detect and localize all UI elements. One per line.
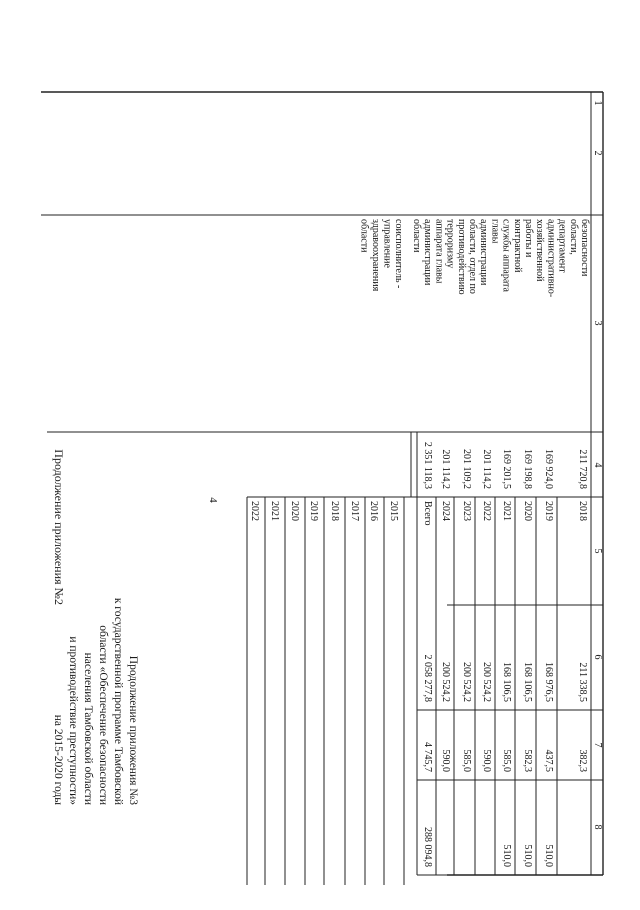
executor-1-text: терроризму — [444, 219, 456, 269]
amount-cell: 582,3 — [522, 749, 533, 772]
executor-1-text: администрации — [422, 219, 434, 286]
page-number: 4 — [207, 497, 219, 503]
year-cell: 2022 — [481, 501, 492, 521]
executor-1-text: службы аппарата — [500, 219, 512, 292]
amount-cell: 201 114,2 — [440, 449, 451, 489]
executor-1-text: области, отдел по — [467, 219, 478, 294]
executor-2-text: соисполнитель - — [393, 219, 404, 289]
amount-cell: 211 338,5 — [577, 662, 588, 702]
amount-cell: 200 524,2 — [440, 662, 451, 702]
executor-1-text: области — [411, 219, 422, 253]
executor-2-text: управление — [381, 219, 393, 268]
column-number: 5 — [592, 548, 603, 554]
year-cell: 2024 — [440, 501, 451, 521]
year-cell: 2019 — [543, 501, 554, 521]
executor-2-text: здравоохранения — [370, 219, 381, 292]
page-header — [52, 449, 219, 805]
year-cell: 2020 — [522, 501, 533, 521]
amount-cell: 168 976,5 — [543, 662, 554, 702]
executor-1-text: безопасности — [579, 219, 590, 277]
year-cell: 2020 — [289, 501, 300, 521]
amount-cell: 200 524,2 — [481, 662, 492, 702]
column-number: 3 — [592, 320, 603, 326]
amount-cell: 288 094,8 — [422, 827, 433, 867]
appendix-line: на 2015-2020 годы — [52, 714, 64, 805]
executor-1-text: департамент — [556, 219, 568, 273]
amount-cell: 2 351 118,3 — [422, 441, 433, 489]
amount-cell: 510,0 — [543, 844, 554, 867]
amount-cell: 169 924,0 — [543, 449, 554, 489]
executor-2-text: области — [358, 219, 370, 253]
amount-cell: 437,5 — [543, 749, 554, 772]
year-cell: 2018 — [329, 501, 340, 521]
executor-1-text: контрактной — [511, 219, 523, 273]
year-cell: 2022 — [249, 501, 260, 521]
executor-1-text: работы и — [523, 219, 534, 258]
column-number: 6 — [592, 654, 603, 660]
executor-1-text: аппарата главы — [433, 219, 445, 284]
amount-cell: 169 198,8 — [522, 449, 533, 489]
year-cell: 2021 — [269, 501, 280, 521]
executor-1-text: хозяйственной — [534, 219, 546, 282]
amount-cell: 510,0 — [522, 844, 533, 867]
appendix-line: Продолжение приложения №3 — [127, 655, 139, 805]
year-cell: 2023 — [461, 501, 472, 521]
executor-1-text: администрации — [478, 219, 490, 286]
amount-cell: 2 058 277,8 — [422, 654, 433, 702]
year-cell: 2017 — [349, 501, 360, 521]
amount-cell: 590,0 — [440, 749, 451, 772]
amount-cell: 201 109,2 — [461, 449, 472, 489]
amount-cell: 211 720,8 — [577, 449, 588, 489]
year-cell: 2018 — [577, 501, 588, 521]
amount-cell: 4 745,7 — [422, 742, 433, 772]
executor-1-text: административно- — [545, 219, 557, 298]
year-cell: Всего — [422, 501, 433, 526]
amount-cell: 585,0 — [501, 749, 512, 772]
column-number: 1 — [592, 100, 603, 106]
column-number: 2 — [592, 150, 603, 156]
year-cell: 2016 — [368, 501, 379, 521]
column-number: 8 — [592, 824, 603, 830]
amount-cell: 201 114,2 — [481, 449, 492, 489]
column-number: 7 — [592, 742, 603, 748]
amount-cell: 510,0 — [501, 844, 512, 867]
amount-cell: 168 106,5 — [522, 662, 533, 702]
year-cell: 2019 — [308, 501, 319, 521]
amount-cell: 169 201,5 — [501, 449, 512, 489]
amount-cell: 382,3 — [577, 749, 588, 772]
amount-cell: 590,0 — [481, 749, 492, 772]
appendix-line: населения Тамбовской области — [82, 652, 94, 805]
amount-cell: 200 524,2 — [461, 662, 472, 702]
appendix-line: к государственной программе Тамбовской — [112, 597, 124, 805]
appendix-line: области «Обеспечение безопасности — [97, 625, 109, 805]
year-cell: 2021 — [501, 501, 512, 521]
continuation-title: Продолжение приложения №2 — [52, 449, 66, 605]
amount-cell: 168 106,5 — [501, 662, 512, 702]
executor-1-text: области, — [567, 219, 579, 255]
year-cell: 2015 — [388, 501, 399, 521]
executor-1-text: главы — [489, 219, 501, 244]
amount-cell: 585,0 — [461, 749, 472, 772]
table-grid — [41, 92, 603, 885]
appendix-line: и противодействие преступности» — [67, 636, 79, 805]
column-number: 4 — [592, 462, 603, 468]
executor-1-text: противодействию — [455, 219, 467, 295]
